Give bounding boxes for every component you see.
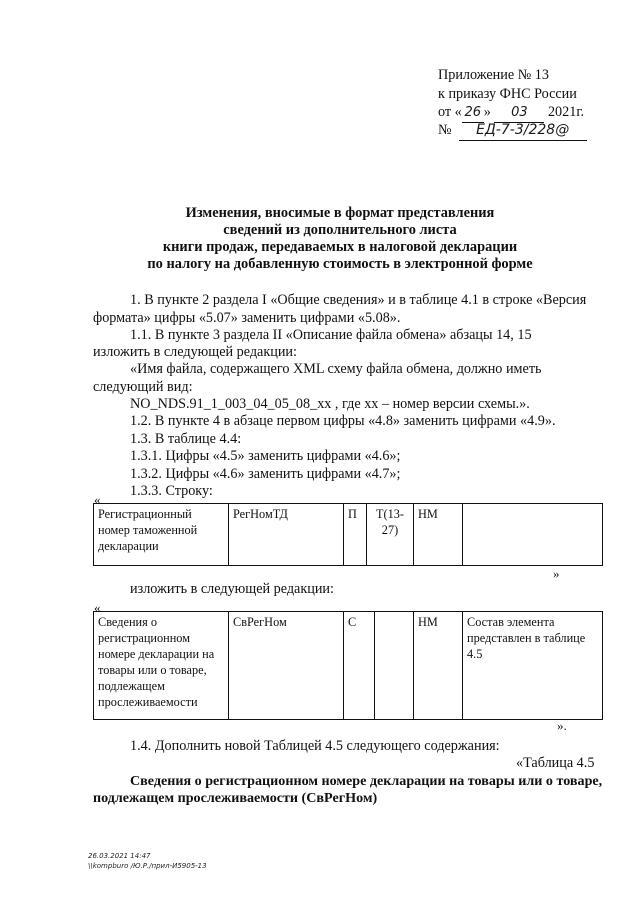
new-row-format bbox=[375, 612, 414, 720]
close-quote-old-row: » bbox=[553, 566, 560, 581]
new-row-element-name bbox=[94, 612, 229, 720]
date-year: 2021г. bbox=[547, 104, 585, 120]
paragraph-1-3: 1.3. В таблице 4.4: bbox=[130, 431, 242, 447]
date-prefix: от « bbox=[438, 104, 462, 120]
order-date bbox=[438, 103, 584, 123]
old-row-format bbox=[367, 504, 414, 566]
new-row-element-name-line: товары или о товаре, bbox=[98, 663, 207, 677]
old-row-mandatory: НМ bbox=[414, 504, 463, 566]
section-title-line-1: Сведения о регистрационном номере декларации на товары или о товаре, bbox=[130, 773, 603, 789]
new-row-table bbox=[93, 611, 603, 720]
new-row-element-name-line: подлежащем bbox=[98, 679, 165, 693]
quoted-text-line-1: «Имя файла, содержащего XML схему файла обмена, должно иметь bbox=[130, 361, 542, 377]
order-number bbox=[438, 121, 587, 141]
old-row-format-line: Т(13- bbox=[376, 507, 404, 521]
doc-title-line-1: Изменения, вносимые в формат представления bbox=[185, 205, 495, 221]
paragraph-1-4: 1.4. Дополнить новой Таблицей 4.5 следующего содержания: bbox=[130, 738, 500, 754]
old-row-element-name bbox=[94, 504, 229, 566]
old-row-tag: РегНомТД bbox=[229, 504, 344, 566]
appendix-number: Приложение № 13 bbox=[438, 67, 549, 83]
new-row-mandatory: НМ bbox=[414, 612, 463, 720]
paragraph-1-3-1: 1.3.1. Цифры «4.5» заменить цифрами «4.6»; bbox=[130, 448, 401, 464]
new-row-note-line: представлен в таблице bbox=[467, 631, 586, 645]
order-reference: к приказу ФНС России bbox=[438, 86, 577, 102]
new-row-element-name-line: номере декларации на bbox=[98, 647, 215, 661]
date-month-handwritten: 03 bbox=[494, 103, 544, 123]
paragraph-1-line-2: формата» цифры «5.07» заменить цифрами «5.08». bbox=[93, 310, 401, 326]
new-row-type: С bbox=[344, 612, 375, 720]
section-title-line-2: подлежащем прослеживаемости (СвРегНом) bbox=[93, 790, 378, 806]
new-row-note-line: Состав элемента bbox=[467, 615, 555, 629]
open-quote-new-row: « bbox=[94, 600, 101, 615]
date-day-handwritten: 26 bbox=[462, 103, 484, 123]
doc-title-line-4: по налогу на добавленную стоимость в электронной форме bbox=[147, 256, 533, 272]
quoted-text-line-2: следующий вид: bbox=[93, 379, 193, 395]
new-row-note-line: 4.5 bbox=[467, 647, 483, 661]
number-prefix: № bbox=[438, 122, 452, 138]
file-name-pattern: NO_NDS.91_1_003_04_05_08_xx , где хх – номер версии схемы.». bbox=[130, 396, 530, 412]
paragraph-1-1-line-1: 1.1. В пункте 3 раздела II «Описание файла обмена» абзацы 14, 15 bbox=[130, 327, 532, 343]
old-row-element-name-line: декларации bbox=[98, 539, 159, 553]
doc-title-line-3: книги продаж, передаваемых в налоговой декларации bbox=[162, 239, 518, 255]
paragraph-1-line-1: 1. В пункте 2 раздела I «Общие сведения» и в таблице 4.1 в строке «Версия bbox=[130, 292, 587, 308]
old-row-element-name-line: номер таможенной bbox=[98, 523, 198, 537]
doc-title-line-2: сведений из дополнительного листа bbox=[223, 222, 457, 238]
close-quote-new-row: ». bbox=[557, 718, 567, 733]
old-row-format-line: 27) bbox=[381, 523, 399, 537]
footer-file-path: \\kompburo /Ю.Р./прил-И5905-13 bbox=[88, 862, 207, 870]
paragraph-1-3-3: 1.3.3. Строку: bbox=[130, 483, 213, 499]
number-handwritten: ЕД-7-3/228@ bbox=[459, 121, 587, 141]
new-row-element-name-line: прослеживаемости bbox=[98, 695, 198, 709]
table-4-5-reference: «Таблица 4.5 bbox=[516, 755, 595, 771]
open-quote-old-row: « bbox=[94, 492, 101, 507]
paragraph-replace-with: изложить в следующей редакции: bbox=[130, 581, 334, 597]
new-row-element-name-line: регистрационном bbox=[98, 631, 190, 645]
new-row-tag: СвРегНом bbox=[229, 612, 344, 720]
footer-timestamp: 26.03.2021 14:47 bbox=[88, 852, 151, 860]
paragraph-1-3-2: 1.3.2. Цифры «4.6» заменить цифрами «4.7»; bbox=[130, 466, 401, 482]
old-row-note bbox=[463, 504, 603, 566]
paragraph-1-2: 1.2. В пункте 4 в абзаце первом цифры «4.8» заменить цифрами «4.9». bbox=[130, 413, 556, 429]
date-mid: » bbox=[483, 104, 491, 120]
paragraph-1-1-line-2: изложить в следующей редакции: bbox=[93, 344, 297, 360]
old-row-table bbox=[93, 503, 603, 566]
old-row-type: П bbox=[344, 504, 367, 566]
old-row-element-name-line: Регистрационный bbox=[98, 507, 192, 521]
new-row-note bbox=[463, 612, 603, 720]
new-row-element-name-line: Сведения о bbox=[98, 615, 157, 629]
